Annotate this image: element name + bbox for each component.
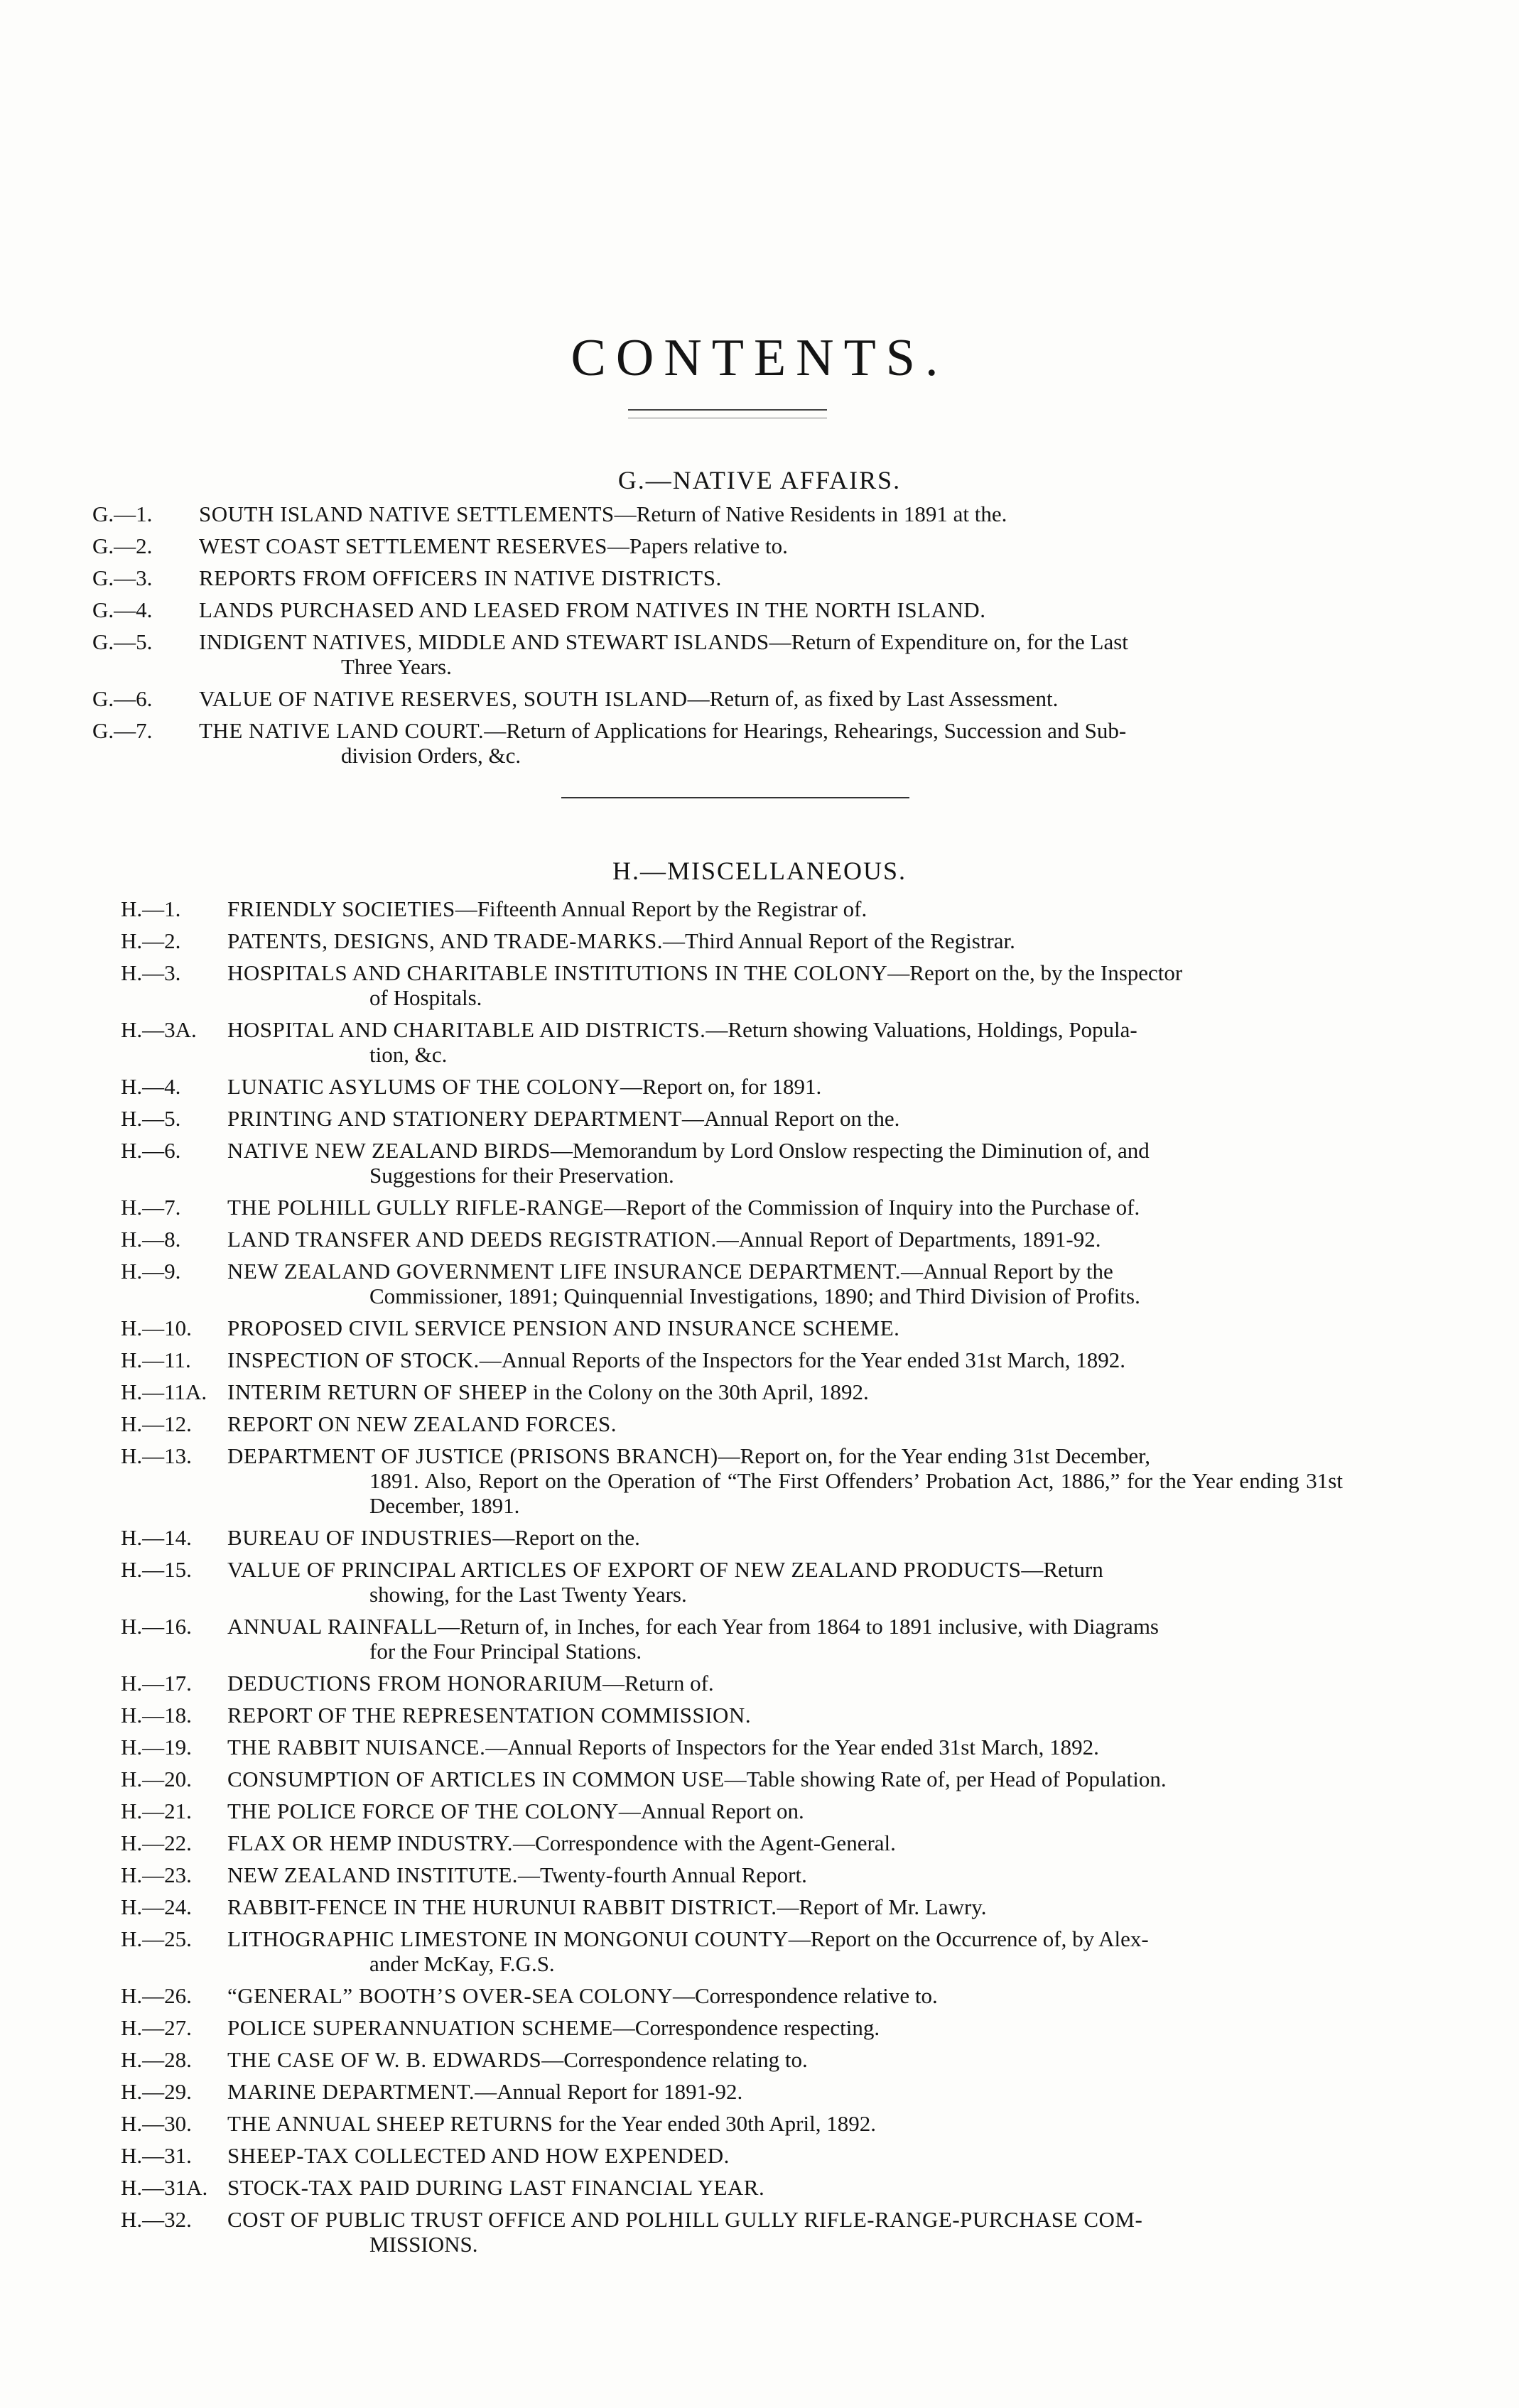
entry-subject: NATIVE NEW ZEALAND BIRDS (227, 1138, 551, 1163)
entry-subject: HOSPITALS AND CHARITABLE INSTITUTIONS IN THE COLONY (227, 960, 888, 985)
entry-description: —Third Annual Report of the Registrar. (662, 928, 1015, 953)
contents-entry (121, 2047, 1519, 2072)
section-divider (561, 797, 909, 798)
entry-code: H.—17. (121, 1671, 192, 1696)
native-affairs-list (92, 501, 1519, 775)
entry-code: G.—6. (92, 686, 153, 711)
entry-subject: THE POLICE FORCE OF THE COLONY (227, 1799, 619, 1823)
entry-description: for the Year ended 30th April, 1892. (553, 2111, 876, 2136)
contents-entry (121, 1411, 1519, 1436)
entry-text (227, 1894, 1343, 1919)
entry-continuation: MISSIONS. (369, 2232, 478, 2257)
entry-text (227, 2111, 1343, 2136)
entry-subject: FLAX OR HEMP INDUSTRY. (227, 1831, 514, 1855)
contents-entry (121, 1557, 1519, 1607)
entry-text (199, 718, 1314, 768)
entry-description: —Report on, for 1891. (620, 1074, 822, 1099)
entry-continuation: 1891. Also, Report on the Operation of “The First Offenders’ Probation Act, 1886,” for the Year ending 31st December, 1891. (369, 1468, 1343, 1518)
entry-subject: BUREAU OF INDUSTRIES (227, 1525, 493, 1550)
entry-code: H.—10. (121, 1316, 192, 1340)
contents-entry (121, 1074, 1519, 1099)
entry-code: H.—11. (121, 1347, 191, 1372)
entry-continuation: Suggestions for their Preservation. (369, 1163, 674, 1188)
entry-subject: SHEEP-TAX COLLECTED AND HOW EXPENDED. (227, 2143, 730, 2168)
contents-entry (121, 1347, 1519, 1372)
entry-text (227, 1703, 1343, 1728)
entry-subject: THE NATIVE LAND COURT. (199, 718, 485, 743)
contents-entry (121, 2079, 1519, 2104)
contents-entry (121, 1799, 1519, 1823)
entry-code: H.—12. (121, 1411, 192, 1436)
contents-entry (121, 2111, 1519, 2136)
entry-text (227, 1106, 1343, 1131)
entry-text (227, 1347, 1343, 1372)
entry-subject: ANNUAL RAINFALL (227, 1614, 438, 1639)
entry-code: G.—7. (92, 718, 153, 743)
entry-text (199, 565, 1314, 590)
entry-description: —Annual Report on the. (681, 1106, 900, 1131)
entry-text (199, 629, 1314, 679)
entry-code: G.—5. (92, 629, 153, 654)
entry-description: in the Colony on the 30th April, 1892. (527, 1379, 869, 1404)
entry-text (227, 2143, 1343, 2168)
entry-description: —Return of, as fixed by Last Assessment. (687, 686, 1059, 711)
entry-code: H.—3. (121, 960, 181, 985)
entry-subject: VALUE OF PRINCIPAL ARTICLES OF EXPORT OF NEW ZEALAND PRODUCTS (227, 1557, 1022, 1582)
entry-continuation: Commissioner, 1891; Quinquennial Investigations, 1890; and Third Division of Profits. (369, 1284, 1140, 1308)
contents-entry (121, 1983, 1519, 2008)
entry-code: H.—22. (121, 1831, 192, 1855)
entry-code: H.—15. (121, 1557, 192, 1582)
entry-description: —Return of. (602, 1671, 714, 1696)
entry-code: H.—27. (121, 2015, 192, 2040)
entry-text (227, 1525, 1343, 1550)
entry-text (227, 1379, 1343, 1404)
entry-code: H.—23. (121, 1862, 192, 1887)
entry-code: H.—26. (121, 1983, 192, 2008)
entry-text (227, 2207, 1343, 2257)
entry-code: H.—14. (121, 1525, 192, 1550)
contents-entry (121, 1017, 1519, 1067)
entry-code: H.—28. (121, 2047, 192, 2072)
entry-subject: PROPOSED CIVIL SERVICE PENSION AND INSURANCE SCHEME. (227, 1316, 900, 1340)
entry-description: —Correspondence relative to. (672, 1983, 938, 2008)
entry-subject: WEST COAST SETTLEMENT RESERVES (199, 533, 607, 558)
entry-subject: PATENTS, DESIGNS, AND TRADE-MARKS. (227, 928, 663, 953)
entry-code: H.—31. (121, 2143, 192, 2168)
entry-description: —Annual Report of Departments, 1891-92. (716, 1227, 1101, 1252)
entry-code: H.—7. (121, 1195, 181, 1220)
entry-text (227, 896, 1343, 921)
entry-code: H.—8. (121, 1227, 181, 1252)
contents-entry (92, 533, 1519, 558)
entry-continuation: division Orders, &c. (341, 743, 521, 768)
entry-subject: SOUTH ISLAND NATIVE SETTLEMENTS (199, 501, 615, 526)
contents-entry (121, 1443, 1519, 1518)
entry-description: —Return (1021, 1557, 1103, 1582)
entry-subject: MARINE DEPARTMENT. (227, 2079, 475, 2104)
entry-description: —Correspondence relating to. (541, 2047, 808, 2072)
entry-code: H.—18. (121, 1703, 192, 1728)
entry-code: G.—3. (92, 565, 153, 590)
entry-subject: THE RABBIT NUISANCE. (227, 1735, 486, 1759)
contents-entry (92, 565, 1519, 590)
contents-entry (121, 1195, 1519, 1220)
entry-continuation: tion, &c. (369, 1042, 448, 1067)
entry-text (199, 597, 1314, 622)
entry-subject: REPORTS FROM OFFICERS IN NATIVE DISTRICTS. (199, 565, 722, 590)
entry-subject: CONSUMPTION OF ARTICLES IN COMMON USE (227, 1767, 725, 1791)
entry-text (227, 1227, 1343, 1252)
entry-continuation: of Hospitals. (369, 985, 482, 1010)
contents-entry (121, 1379, 1519, 1404)
entry-text (227, 1767, 1343, 1791)
entry-text (227, 1614, 1343, 1664)
entry-description: —Fifteenth Annual Report by the Registrar of. (455, 896, 867, 921)
entry-description: —Report on the Occurrence of, by Alex- (788, 1926, 1149, 1951)
entry-description: —Report of the Commission of Inquiry into the Purchase of. (604, 1195, 1140, 1220)
entry-code: H.—25. (121, 1926, 192, 1951)
entry-code: H.—1. (121, 896, 181, 921)
entry-description: —Return showing Valuations, Holdings, Popula- (706, 1017, 1137, 1042)
entry-subject: COST OF PUBLIC TRUST OFFICE AND POLHILL GULLY RIFLE-RANGE-PURCHASE COM- (227, 2207, 1143, 2232)
contents-entry (121, 928, 1519, 953)
entry-code: G.—1. (92, 501, 153, 526)
entry-text (199, 533, 1314, 558)
entry-subject: THE CASE OF W. B. EDWARDS (227, 2047, 542, 2072)
entry-code: H.—32. (121, 2207, 192, 2232)
entry-code: H.—20. (121, 1767, 192, 1791)
entry-description: —Memorandum by Lord Onslow respecting the Diminution of, and (550, 1138, 1150, 1163)
entry-subject: PRINTING AND STATIONERY DEPARTMENT (227, 1106, 682, 1131)
contents-entry (121, 2207, 1519, 2257)
contents-entry (121, 960, 1519, 1010)
contents-entry (121, 1703, 1519, 1728)
entry-text (227, 2015, 1343, 2040)
contents-entry (92, 629, 1519, 679)
entry-text (227, 2175, 1343, 2200)
entry-text (227, 1926, 1343, 1976)
entry-continuation: Three Years. (341, 654, 452, 679)
entry-text (227, 1831, 1343, 1855)
entry-text (227, 2079, 1343, 2104)
entry-subject: HOSPITAL AND CHARITABLE AID DISTRICTS. (227, 1017, 706, 1042)
contents-entry (121, 1926, 1519, 1976)
contents-entry (121, 2015, 1519, 2040)
entry-subject: REPORT OF THE REPRESENTATION COMMISSION. (227, 1703, 752, 1728)
contents-entry (121, 1106, 1519, 1131)
entry-description: —Return of Expenditure on, for the Last (769, 629, 1128, 654)
entry-description: —Annual Reports of the Inspectors for the Year ended 31st March, 1892. (479, 1347, 1125, 1372)
entry-description: —Annual Report by the (901, 1259, 1113, 1284)
entry-subject: VALUE OF NATIVE RESERVES, SOUTH ISLAND (199, 686, 688, 711)
entry-subject: LANDS PURCHASED AND LEASED FROM NATIVES IN THE NORTH ISLAND. (199, 597, 986, 622)
entry-code: H.—9. (121, 1259, 181, 1284)
contents-entry (92, 501, 1519, 526)
entry-code: H.—13. (121, 1443, 192, 1468)
entry-subject: POLICE SUPERANNUATION SCHEME (227, 2015, 613, 2040)
entry-subject: INDIGENT NATIVES, MIDDLE AND STEWART ISLANDS (199, 629, 769, 654)
entry-subject: LUNATIC ASYLUMS OF THE COLONY (227, 1074, 621, 1099)
contents-entry (121, 1138, 1519, 1188)
entry-code: H.—4. (121, 1074, 181, 1099)
contents-entry (121, 2143, 1519, 2168)
entry-description: —Annual Report on. (618, 1799, 804, 1823)
entry-text (227, 1316, 1343, 1340)
title-rule (628, 409, 827, 418)
entry-subject: NEW ZEALAND INSTITUTE. (227, 1862, 519, 1887)
entry-text (227, 1735, 1343, 1759)
entry-code: H.—6. (121, 1138, 181, 1163)
contents-entry (121, 1259, 1519, 1308)
contents-entry (121, 1862, 1519, 1887)
entry-continuation: ander McKay, F.G.S. (369, 1951, 555, 1976)
entry-description: —Return of Native Residents in 1891 at the. (614, 501, 1007, 526)
entry-description: —Correspondence respecting. (612, 2015, 880, 2040)
entry-code: H.—30. (121, 2111, 192, 2136)
contents-entry (121, 1831, 1519, 1855)
entry-code: H.—21. (121, 1799, 192, 1823)
entry-text (227, 1862, 1343, 1887)
entry-code: G.—4. (92, 597, 153, 622)
entry-description: —Return of Applications for Hearings, Rehearings, Succession and Sub- (484, 718, 1127, 743)
contents-entry (92, 597, 1519, 622)
entry-code: H.—29. (121, 2079, 192, 2104)
entry-subject: STOCK-TAX PAID DURING LAST FINANCIAL YEAR. (227, 2175, 765, 2200)
contents-entry (121, 1671, 1519, 1696)
entry-text (199, 501, 1314, 526)
entry-subject: INSPECTION OF STOCK. (227, 1347, 480, 1372)
entry-text (227, 1983, 1343, 2008)
entry-subject: FRIENDLY SOCIETIES (227, 896, 455, 921)
entry-description: —Papers relative to. (607, 533, 788, 558)
contents-entry (121, 1614, 1519, 1664)
entry-continuation: for the Four Principal Stations. (369, 1639, 642, 1664)
entry-text (227, 960, 1343, 1010)
entry-code: H.—11A. (121, 1379, 207, 1404)
entry-text (227, 1195, 1343, 1220)
page-title: CONTENTS. (571, 329, 948, 387)
entry-text (227, 928, 1343, 953)
entry-text (227, 1138, 1343, 1188)
section-heading-native-affairs: G.—NATIVE AFFAIRS. (617, 466, 902, 494)
entry-subject: “GENERAL” BOOTH’S OVER-SEA COLONY (227, 1983, 673, 2008)
entry-subject: DEPARTMENT OF JUSTICE (PRISONS BRANCH) (227, 1443, 718, 1468)
entry-subject: REPORT ON NEW ZEALAND FORCES. (227, 1411, 617, 1436)
entry-description: —Annual Report for 1891-92. (475, 2079, 743, 2104)
entry-code: H.—3A. (121, 1017, 197, 1042)
contents-entry (121, 1735, 1519, 1759)
entry-description: —Report on the. (492, 1525, 640, 1550)
entry-subject: LITHOGRAPHIC LIMESTONE IN MONGONUI COUNTY (227, 1926, 789, 1951)
entry-text (227, 1017, 1343, 1067)
contents-entry (121, 1894, 1519, 1919)
entry-code: H.—19. (121, 1735, 192, 1759)
entry-code: G.—2. (92, 533, 153, 558)
contents-entry (121, 1525, 1519, 1550)
entry-subject: DEDUCTIONS FROM HONORARIUM (227, 1671, 602, 1696)
entry-subject: THE ANNUAL SHEEP RETURNS (227, 2111, 553, 2136)
entry-text (227, 2047, 1343, 2072)
entry-subject: LAND TRANSFER AND DEEDS REGISTRATION. (227, 1227, 717, 1252)
contents-entry (92, 686, 1519, 711)
contents-entry (121, 896, 1519, 921)
entry-description: —Report on, for the Year ending 31st December, (718, 1443, 1150, 1468)
contents-entry (121, 2175, 1519, 2200)
section-heading-miscellaneous: H.—MISCELLANEOUS. (612, 857, 907, 885)
contents-entry (121, 1227, 1519, 1252)
entry-description: —Correspondence with the Agent-General. (513, 1831, 896, 1855)
entry-text (227, 1259, 1343, 1308)
entry-description: —Return of, in Inches, for each Year from 1864 to 1891 inclusive, with Diagrams (437, 1614, 1159, 1639)
entry-code: H.—16. (121, 1614, 192, 1639)
entry-description: —Annual Reports of Inspectors for the Year ended 31st March, 1892. (485, 1735, 1099, 1759)
entry-code: H.—24. (121, 1894, 192, 1919)
entry-text (227, 1671, 1343, 1696)
contents-entry (121, 1767, 1519, 1791)
entry-text (227, 1074, 1343, 1099)
entry-text (227, 1557, 1343, 1607)
entry-code: H.—2. (121, 928, 181, 953)
entry-subject: NEW ZEALAND GOVERNMENT LIFE INSURANCE DEPARTMENT. (227, 1259, 902, 1284)
contents-entry (92, 718, 1519, 768)
entry-subject: THE POLHILL GULLY RIFLE-RANGE (227, 1195, 604, 1220)
entry-description: —Table showing Rate of, per Head of Population. (724, 1767, 1167, 1791)
contents-entry (121, 1316, 1519, 1340)
entry-code: H.—5. (121, 1106, 181, 1131)
miscellaneous-list (121, 896, 1519, 2264)
entry-subject: INTERIM RETURN OF SHEEP (227, 1379, 528, 1404)
entry-text (227, 1443, 1343, 1518)
entry-continuation: showing, for the Last Twenty Years. (369, 1582, 687, 1607)
entry-text (227, 1411, 1343, 1436)
entry-description: —Twenty-fourth Annual Report. (518, 1862, 807, 1887)
entry-description: —Report on the, by the Inspector (887, 960, 1183, 985)
entry-subject: RABBIT-FENCE IN THE HURUNUI RABBIT DISTRICT. (227, 1894, 777, 1919)
entry-text (199, 686, 1314, 711)
entry-code: H.—31A. (121, 2175, 208, 2200)
entry-text (227, 1799, 1343, 1823)
entry-description: —Report of Mr. Lawry. (777, 1894, 987, 1919)
